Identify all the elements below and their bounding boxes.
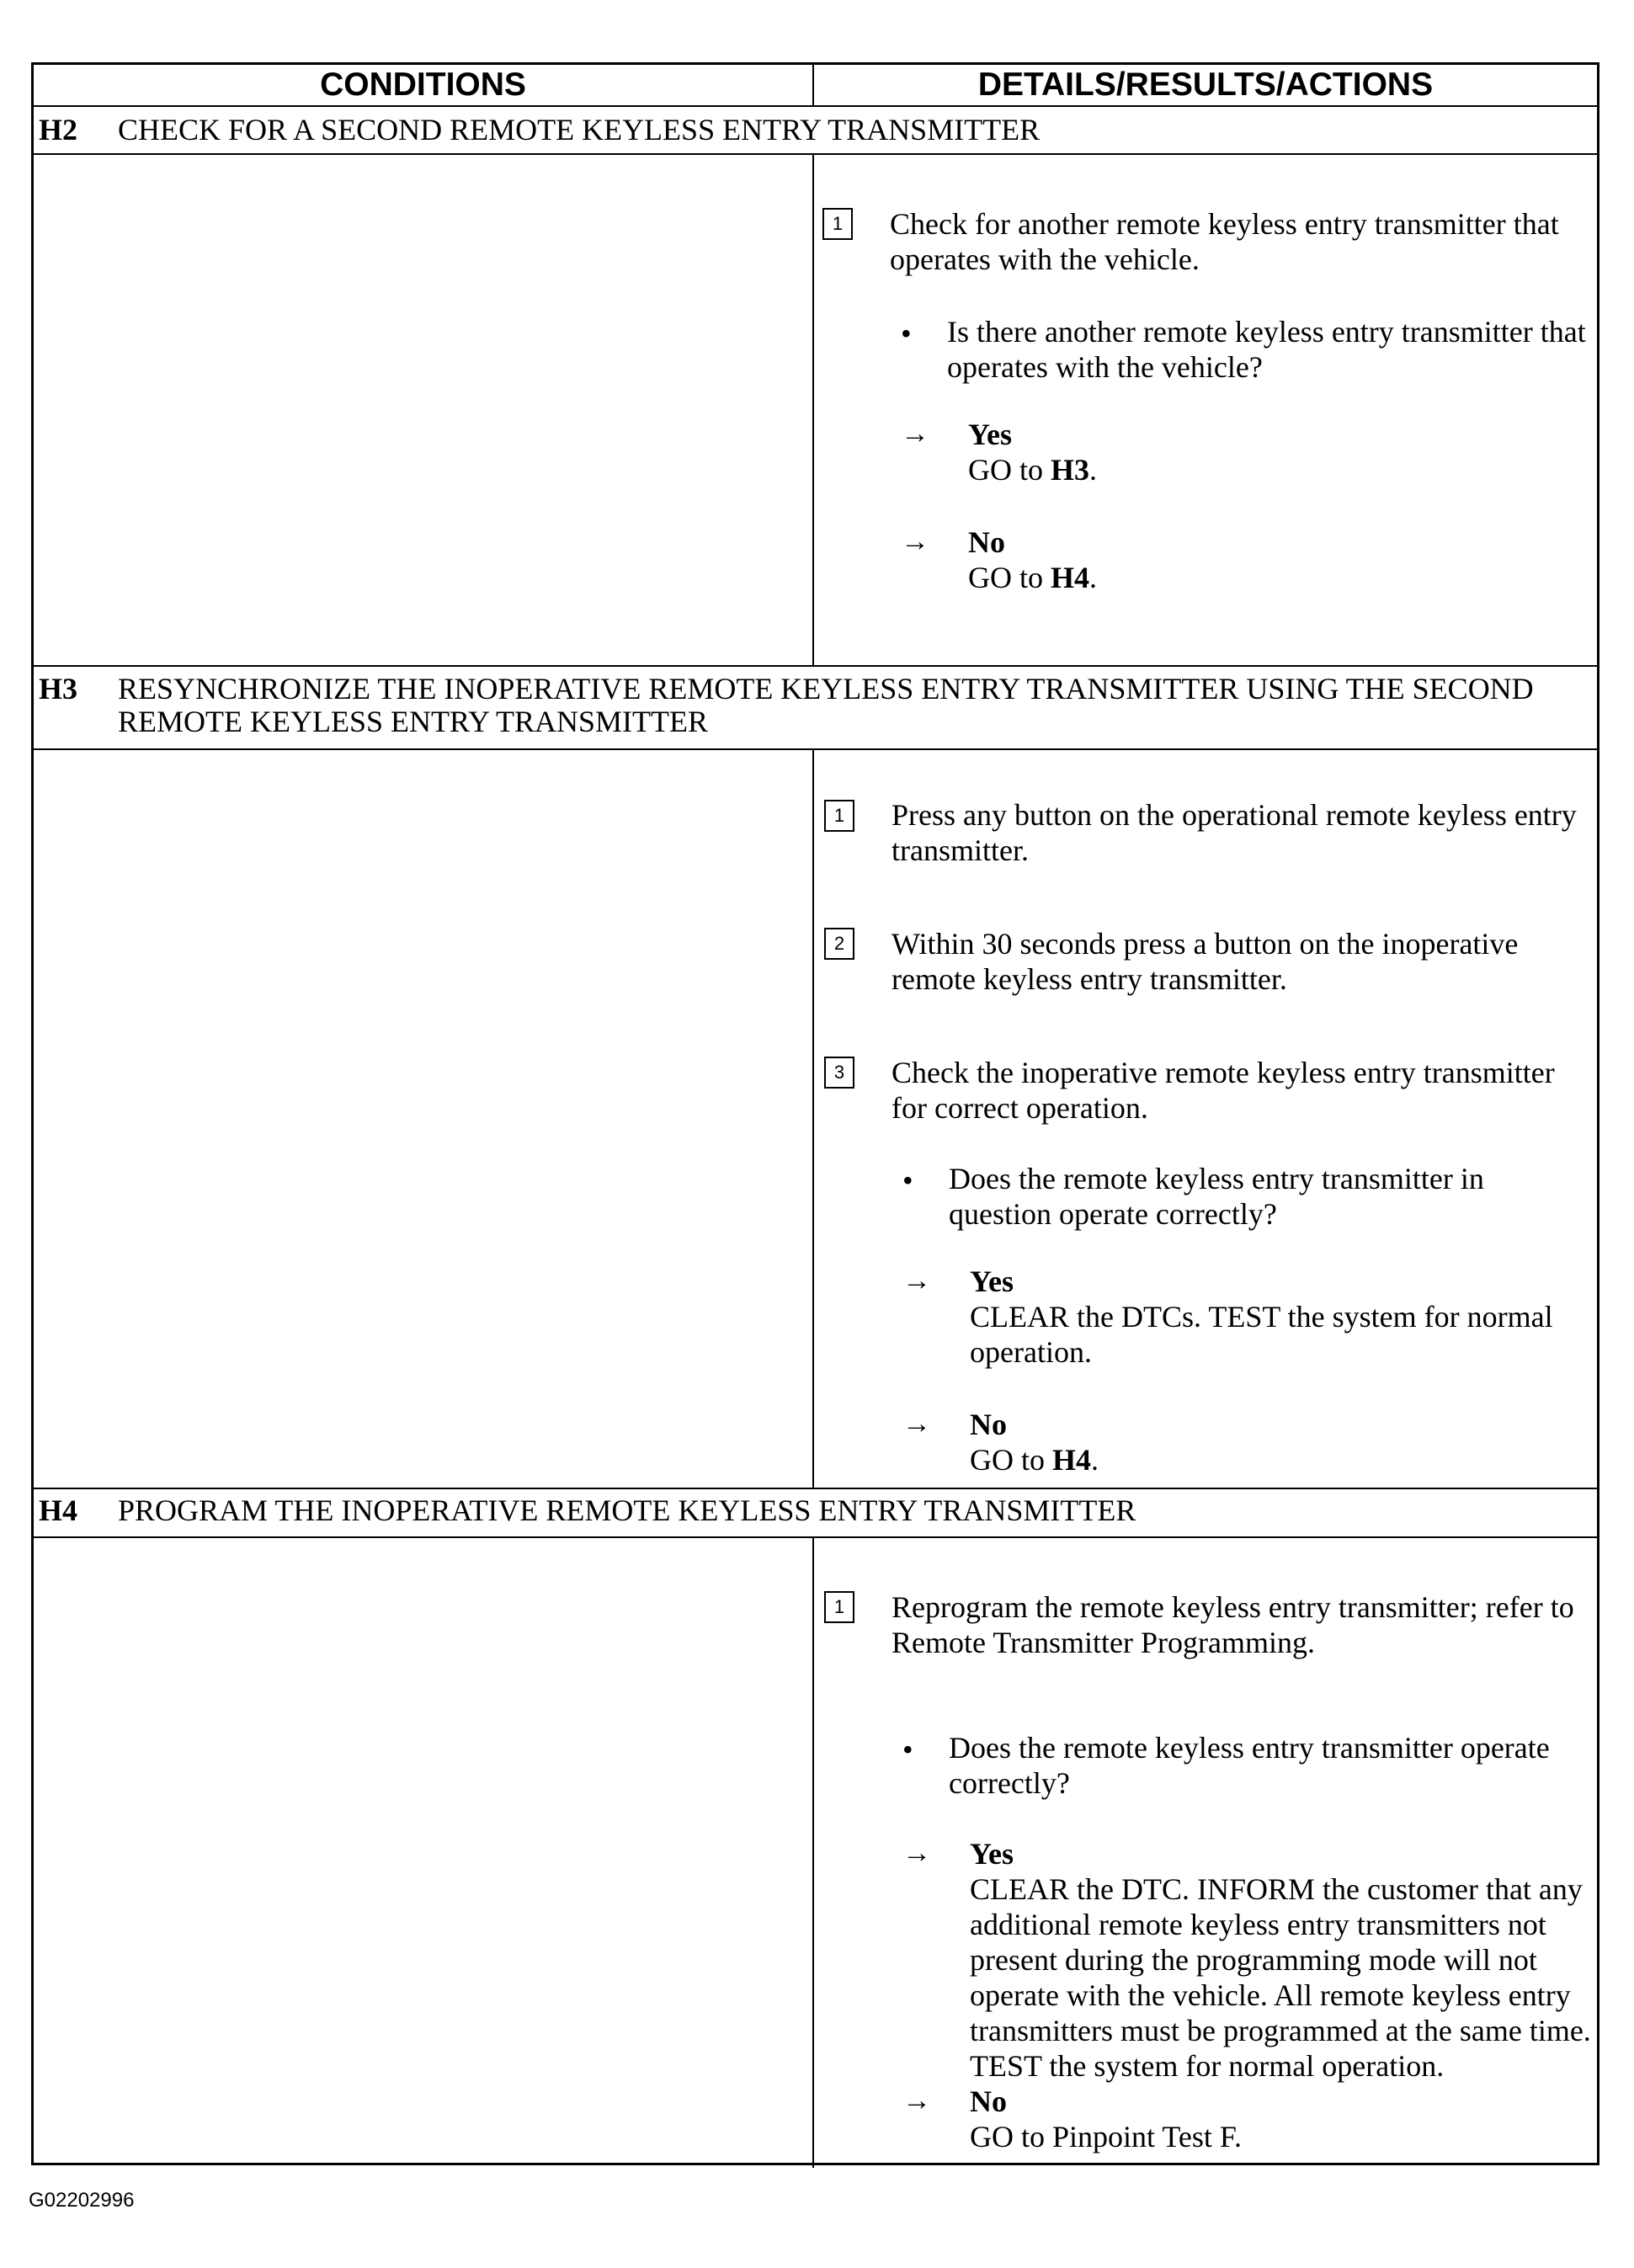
step-ref: H4 [1051,561,1090,594]
divider [34,665,1597,667]
step-ref: H4 [1052,1443,1092,1477]
bullet: • [902,1163,913,1197]
step-text: Check the inoperative remote keyless entry transmitter for correct operation. [892,1056,1555,1125]
step-number-box: 2 [824,928,854,960]
answer-prefix: GO to [970,1443,1052,1477]
divider [34,153,1597,155]
answer-text: CLEAR the DTC. INFORM the customer that any additional remote keyless entry transmitters not present during the programming mode will not operate with the vehicle. All remote keyless entry transmitters must be programmed at the same time. TEST the system for normal operation. [970,1872,1591,2083]
bullet: • [902,1733,913,1766]
question-text: Does the remote keyless entry transmitter in question operate correctly? [949,1162,1484,1231]
details-header: DETAILS/RESULTS/ACTIONS [977,67,1434,103]
step-ref: H3 [1051,453,1090,487]
step-number-box: 1 [822,208,853,240]
figure-code: G02202996 [29,2189,135,2212]
answer-yes [970,1264,1576,1370]
table-header [34,65,1597,107]
answer-prefix: GO to [968,561,1051,594]
step-text: Reprogram the remote keyless entry transmitter; refer to Remote Transmitter Programming. [892,1590,1574,1659]
step-number-box: 3 [824,1057,854,1089]
step-text: Press any button on the operational remote keyless entry transmitter. [892,798,1577,867]
answer-label: Yes [970,1837,1014,1871]
divider [34,748,1597,750]
answer-yes: Yes GO to H3. [968,417,1557,487]
arrow-right-icon: → [902,2085,931,2116]
answer-no: No GO to H4. [970,1407,1559,1477]
section-title-text: RESYNCHRONIZE THE INOPERATIVE REMOTE KEYLESS ENTRY TRANSMITTER USING THE SECOND REMOTE KEYLESS ENTRY TRANSMITTER [118,672,1534,738]
section-code: H3 [39,672,78,705]
answer-label: No [968,525,1005,559]
conditions-header: CONDITIONS [320,67,526,103]
section-title-h3 [34,673,1597,740]
answer-yes [970,1836,1597,2084]
column-divider [812,1536,814,2168]
step-text: Check for another remote keyless entry transmitter that operates with the vehicle. [890,207,1559,276]
answer-no: No GO to H4. [968,524,1557,595]
step-number-box: 1 [824,800,854,832]
header-divider [812,65,814,107]
answer-text: GO to Pinpoint Test F. [970,2120,1242,2154]
answer-label: Yes [968,418,1012,451]
arrow-right-icon: → [902,1265,931,1296]
diagnostic-table [31,62,1599,2165]
arrow-right-icon: → [902,1838,931,1869]
question-text: Does the remote keyless entry transmitter operate correctly? [949,1731,1550,1800]
step-number-box: 1 [824,1591,854,1623]
answer-label: No [970,2084,1007,2118]
section-code: H4 [39,1493,78,1527]
question-text: Is there another remote keyless entry transmitter that operates with the vehicle? [947,315,1586,384]
column-divider [812,153,814,667]
arrow-right-icon: → [901,418,929,450]
bullet: • [901,317,912,350]
divider [34,1488,1597,1489]
answer-label: Yes [970,1264,1014,1298]
section-title-text: PROGRAM THE INOPERATIVE REMOTE KEYLESS ENTRY TRANSMITTER [118,1493,1136,1527]
arrow-right-icon: → [901,526,929,557]
step-text: Within 30 seconds press a button on the inoperative remote keyless entry transmitter. [892,927,1519,996]
column-divider [812,748,814,1489]
arrow-right-icon: → [902,1408,931,1440]
section-title-h4 [34,1494,1597,1528]
section-title-h2 [34,114,1597,147]
section-title-text: CHECK FOR A SECOND REMOTE KEYLESS ENTRY TRANSMITTER [118,113,1041,146]
divider [34,1536,1597,1538]
answer-text: CLEAR the DTCs. TEST the system for normal operation. [970,1300,1553,1369]
answer-prefix: GO to [968,453,1051,487]
section-code: H2 [39,113,78,146]
answer-label: No [970,1408,1007,1441]
answer-no [970,2084,1576,2154]
